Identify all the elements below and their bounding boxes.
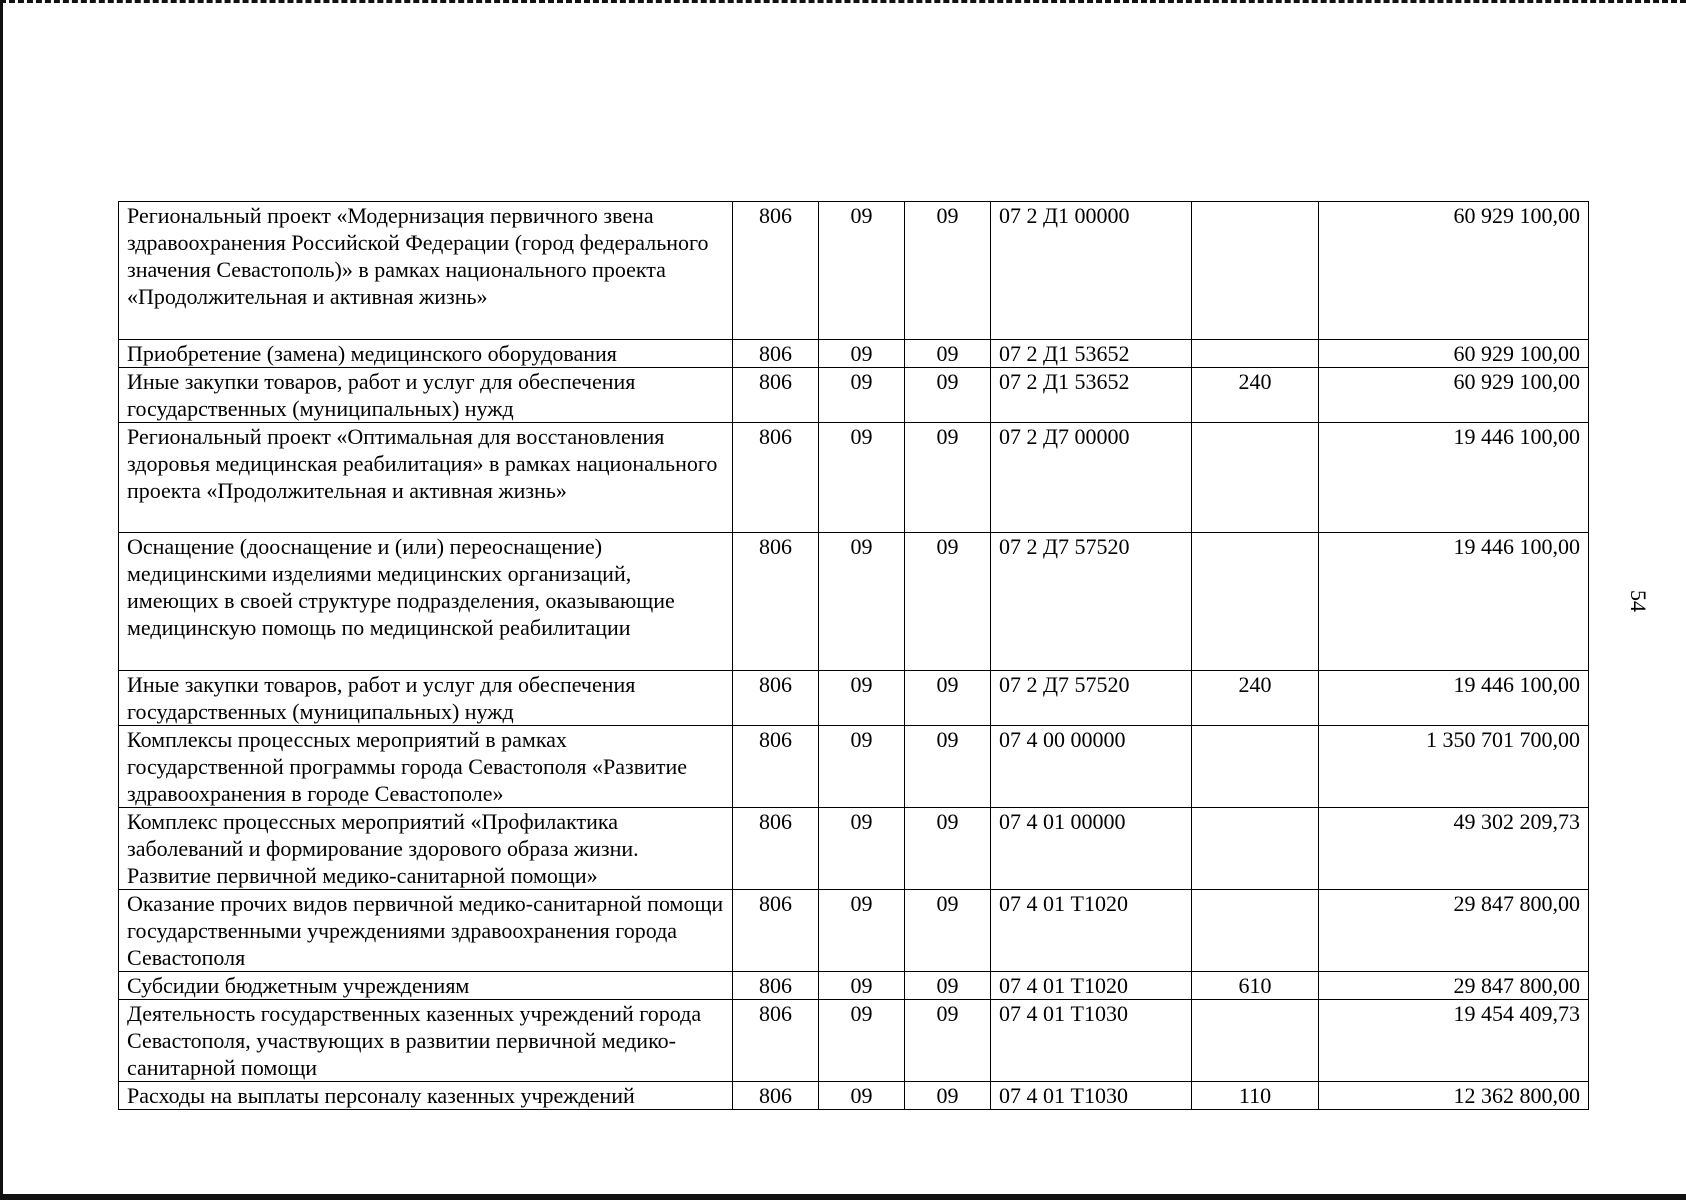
row-section-code: 09	[819, 726, 905, 808]
row-expense-type	[1192, 533, 1319, 671]
row-subsection-code: 09	[905, 1082, 991, 1110]
row-subsection-code: 09	[905, 972, 991, 1000]
scan-border-left	[0, 0, 3, 1200]
row-subsection-code: 09	[905, 368, 991, 423]
table-row	[119, 808, 1589, 890]
row-section-code: 09	[819, 368, 905, 423]
row-name: Региональный проект «Оптимальная для восстановления здоровья медицинская реабилитация» в рамках национального проекта «Продолжительная и активная жизнь»	[119, 423, 733, 533]
row-subsection-code: 09	[905, 890, 991, 972]
row-expense-type: 240	[1192, 368, 1319, 423]
row-subsection-code: 09	[905, 533, 991, 671]
row-grbs-code: 806	[733, 808, 819, 890]
page-number: 54	[1626, 590, 1651, 612]
row-grbs-code: 806	[733, 1000, 819, 1082]
row-grbs-code: 806	[733, 890, 819, 972]
row-subsection-code: 09	[905, 1000, 991, 1082]
row-grbs-code: 806	[733, 533, 819, 671]
row-target-article: 07 2 Д1 53652	[991, 340, 1192, 368]
row-target-article: 07 4 00 00000	[991, 726, 1192, 808]
row-amount: 60 929 100,00	[1319, 368, 1589, 423]
row-expense-type	[1192, 890, 1319, 972]
row-expense-type: 610	[1192, 972, 1319, 1000]
table-row	[119, 1082, 1589, 1110]
table-row	[119, 423, 1589, 533]
row-expense-type: 110	[1192, 1082, 1319, 1110]
row-subsection-code: 09	[905, 340, 991, 368]
table-row	[119, 368, 1589, 423]
row-section-code: 09	[819, 671, 905, 726]
table-row	[119, 202, 1589, 340]
row-expense-type	[1192, 1000, 1319, 1082]
row-target-article: 07 2 Д7 57520	[991, 533, 1192, 671]
row-name: Иные закупки товаров, работ и услуг для обеспечения государственных (муниципальных) нужд	[119, 368, 733, 423]
row-target-article: 07 2 Д7 00000	[991, 423, 1192, 533]
row-target-article: 07 4 01 00000	[991, 808, 1192, 890]
row-amount: 12 362 800,00	[1319, 1082, 1589, 1110]
row-section-code: 09	[819, 202, 905, 340]
row-grbs-code: 806	[733, 1082, 819, 1110]
row-amount: 19 454 409,73	[1319, 1000, 1589, 1082]
row-section-code: 09	[819, 1000, 905, 1082]
scan-border-bottom	[0, 1194, 1686, 1200]
budget-table	[118, 201, 1589, 1110]
row-amount: 29 847 800,00	[1319, 972, 1589, 1000]
row-grbs-code: 806	[733, 340, 819, 368]
row-grbs-code: 806	[733, 423, 819, 533]
table-body	[119, 202, 1589, 1110]
row-name: Оказание прочих видов первичной медико-санитарной помощи государственными учреждениями здравоохранения города Севастополя	[119, 890, 733, 972]
row-grbs-code: 806	[733, 671, 819, 726]
row-section-code: 09	[819, 340, 905, 368]
row-section-code: 09	[819, 972, 905, 1000]
row-expense-type	[1192, 202, 1319, 340]
row-name: Региональный проект «Модернизация первичного звена здравоохранения Российской Федерации (город федерального значения Севастополь)» в рамках национального проекта «Продолжительная и активная жизнь»	[119, 202, 733, 340]
row-name: Субсидии бюджетным учреждениям	[119, 972, 733, 1000]
row-amount: 19 446 100,00	[1319, 533, 1589, 671]
row-name: Расходы на выплаты персоналу казенных учреждений	[119, 1082, 733, 1110]
row-section-code: 09	[819, 423, 905, 533]
row-subsection-code: 09	[905, 202, 991, 340]
row-section-code: 09	[819, 1082, 905, 1110]
row-subsection-code: 09	[905, 671, 991, 726]
row-amount: 19 446 100,00	[1319, 423, 1589, 533]
row-amount: 60 929 100,00	[1319, 202, 1589, 340]
row-expense-type	[1192, 726, 1319, 808]
row-amount: 49 302 209,73	[1319, 808, 1589, 890]
row-subsection-code: 09	[905, 726, 991, 808]
row-name: Комплекс процессных мероприятий «Профилактика заболеваний и формирование здорового образа жизни. Развитие первичной медико-санитарной помощи»	[119, 808, 733, 890]
row-name: Иные закупки товаров, работ и услуг для обеспечения государственных (муниципальных) нужд	[119, 671, 733, 726]
row-grbs-code: 806	[733, 726, 819, 808]
row-name: Деятельность государственных казенных учреждений города Севастополя, участвующих в развитии первичной медико-санитарной помощи	[119, 1000, 733, 1082]
row-name: Приобретение (замена) медицинского оборудования	[119, 340, 733, 368]
row-amount: 19 446 100,00	[1319, 671, 1589, 726]
row-target-article: 07 4 01 Т1030	[991, 1000, 1192, 1082]
table-row	[119, 972, 1589, 1000]
table-row	[119, 533, 1589, 671]
row-target-article: 07 4 01 Т1020	[991, 890, 1192, 972]
table-row	[119, 726, 1589, 808]
row-target-article: 07 4 01 Т1020	[991, 972, 1192, 1000]
row-expense-type	[1192, 808, 1319, 890]
row-section-code: 09	[819, 808, 905, 890]
row-expense-type	[1192, 340, 1319, 368]
row-target-article: 07 4 01 Т1030	[991, 1082, 1192, 1110]
row-amount: 1 350 701 700,00	[1319, 726, 1589, 808]
row-grbs-code: 806	[733, 368, 819, 423]
row-section-code: 09	[819, 890, 905, 972]
scan-border-top	[0, 0, 1686, 6]
row-target-article: 07 2 Д7 57520	[991, 671, 1192, 726]
row-expense-type	[1192, 423, 1319, 533]
row-target-article: 07 2 Д1 00000	[991, 202, 1192, 340]
table-row	[119, 340, 1589, 368]
row-name: Оснащение (дооснащение и (или) переоснащение) медицинскими изделиями медицинских организаций, имеющих в своей структуре подразделения, оказывающие медицинскую помощь по медицинской реабилитации	[119, 533, 733, 671]
row-grbs-code: 806	[733, 202, 819, 340]
table-row	[119, 1000, 1589, 1082]
row-amount: 29 847 800,00	[1319, 890, 1589, 972]
row-expense-type: 240	[1192, 671, 1319, 726]
row-amount: 60 929 100,00	[1319, 340, 1589, 368]
row-section-code: 09	[819, 533, 905, 671]
row-subsection-code: 09	[905, 423, 991, 533]
row-grbs-code: 806	[733, 972, 819, 1000]
table-row	[119, 671, 1589, 726]
row-name: Комплексы процессных мероприятий в рамках государственной программы города Севастополя «Развитие здравоохранения в городе Севастополе»	[119, 726, 733, 808]
row-target-article: 07 2 Д1 53652	[991, 368, 1192, 423]
row-subsection-code: 09	[905, 808, 991, 890]
table-row	[119, 890, 1589, 972]
